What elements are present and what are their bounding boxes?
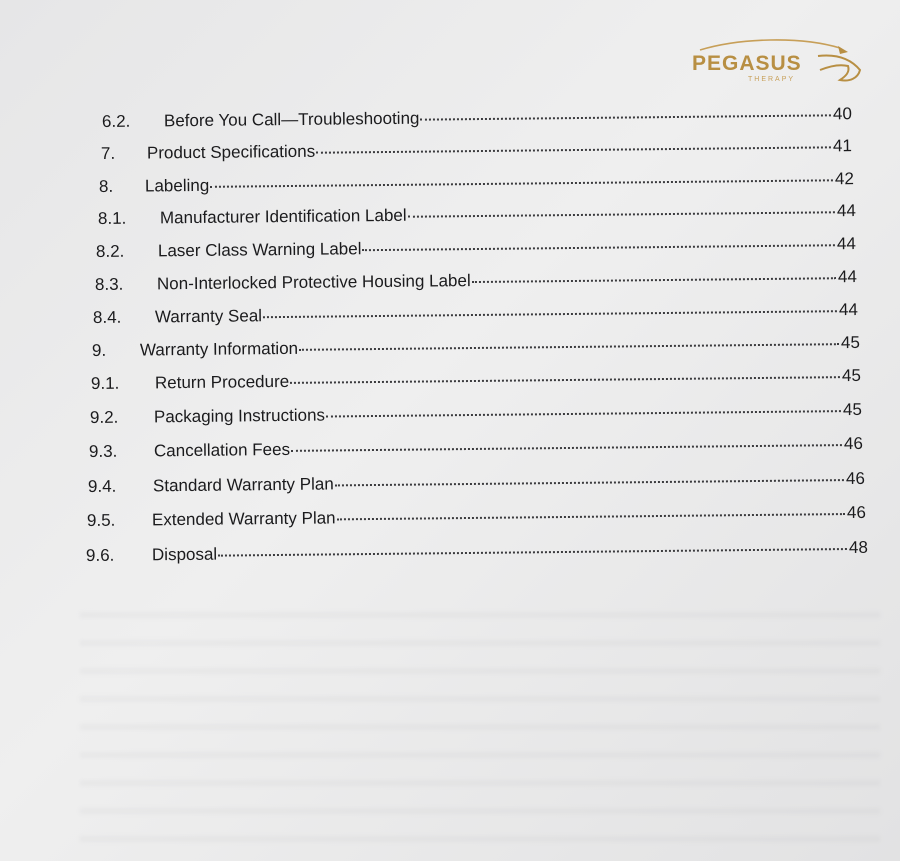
toc-entry-page: 46 [845,468,866,489]
toc-entry[interactable] [90,400,862,434]
toc-entry[interactable] [95,267,857,301]
toc-entry[interactable] [93,300,858,334]
toc-leader-dots [336,501,845,520]
toc-entry-number: 8.3. [94,274,124,294]
toc-entry-page: 45 [841,365,862,386]
toc-entry-title: Manufacturer Identification Label [159,205,407,228]
toc-leader-dots [407,199,835,217]
toc-entry[interactable] [86,538,868,572]
toc-entry[interactable] [99,169,854,203]
toc-entry-title: Laser Class Warning Label [157,239,362,261]
toc-entry-title: Packaging Instructions [153,405,326,427]
toc-entry-page: 48 [848,537,869,558]
toc-entry-number: 7. [100,143,116,163]
toc-entry-page: 46 [846,502,867,523]
toc-leader-dots [335,467,844,486]
toc-entry-page: 41 [832,136,853,156]
toc-leader-dots [299,331,839,351]
toc-entry-title: Disposal [151,544,218,565]
toc-leader-dots [472,265,836,283]
toc-entry-page: 42 [834,169,855,189]
toc-entry[interactable] [89,434,863,468]
toc-entry-title: Warranty Information [139,338,299,360]
toc-entry-number: 9.6. [85,545,115,565]
toc-leader-dots [326,398,841,417]
toc-entry[interactable] [96,234,856,268]
toc-entry-number: 8.1. [97,208,127,228]
toc-entry-number: 6.2. [101,111,131,131]
toc-leader-dots [210,167,833,188]
toc-entry-page: 44 [838,299,859,320]
toc-entry-number: 9.4. [87,476,117,496]
toc-entry-page: 45 [840,332,861,353]
toc-entry-number: 8. [98,176,114,196]
toc-entry-number: 9.2. [89,407,119,427]
toc-entry[interactable] [87,503,866,537]
toc-entry-page: 46 [843,433,864,454]
toc-entry[interactable] [91,366,861,400]
show-through-text [80,590,880,860]
toc-entry[interactable] [88,469,865,503]
toc-leader-dots [290,364,840,384]
toc-entry[interactable] [101,136,852,170]
toc-leader-dots [263,298,837,318]
toc-entry-title: Warranty Seal [154,306,263,327]
toc-entry-page: 44 [837,267,858,287]
toc-entry-page: 44 [836,234,857,254]
toc-entry-title: Extended Warranty Plan [151,508,336,530]
toc-leader-dots [291,432,842,452]
toc-entry-number: 9.3. [88,441,118,461]
toc-leader-dots [420,102,831,120]
toc-entry-page: 40 [832,104,853,124]
toc-entry-page: 45 [842,399,863,420]
toc-entry-title: Before You Call—Troubleshooting [163,108,420,131]
toc-leader-dots [362,232,835,251]
toc-entry-number: 8.4. [92,307,122,327]
toc-entry[interactable] [102,104,852,138]
toc-entry-title: Cancellation Fees [153,439,291,461]
toc-entry-number: 9.1. [90,373,120,393]
toc-leader-dots [218,536,847,557]
brand-name: PEGASUS [692,52,802,75]
toc-entry-title: Product Specifications [146,141,316,163]
brand-tagline: THERAPY [748,76,796,83]
toc-entry-number: 9.5. [86,510,116,530]
toc-entry-number: 9. [91,340,107,360]
toc-leader-dots [316,134,831,153]
toc-entry-title: Non-Interlocked Protective Housing Label [156,271,471,294]
toc-entry[interactable] [92,333,860,367]
toc-entry-page: 44 [836,201,857,221]
toc-entry[interactable] [98,201,856,235]
toc-entry-title: Return Procedure [154,371,290,393]
toc-entry-title: Labeling [144,175,210,196]
toc-entry-number: 8.2. [95,241,125,261]
toc-entry-title: Standard Warranty Plan [152,474,334,496]
